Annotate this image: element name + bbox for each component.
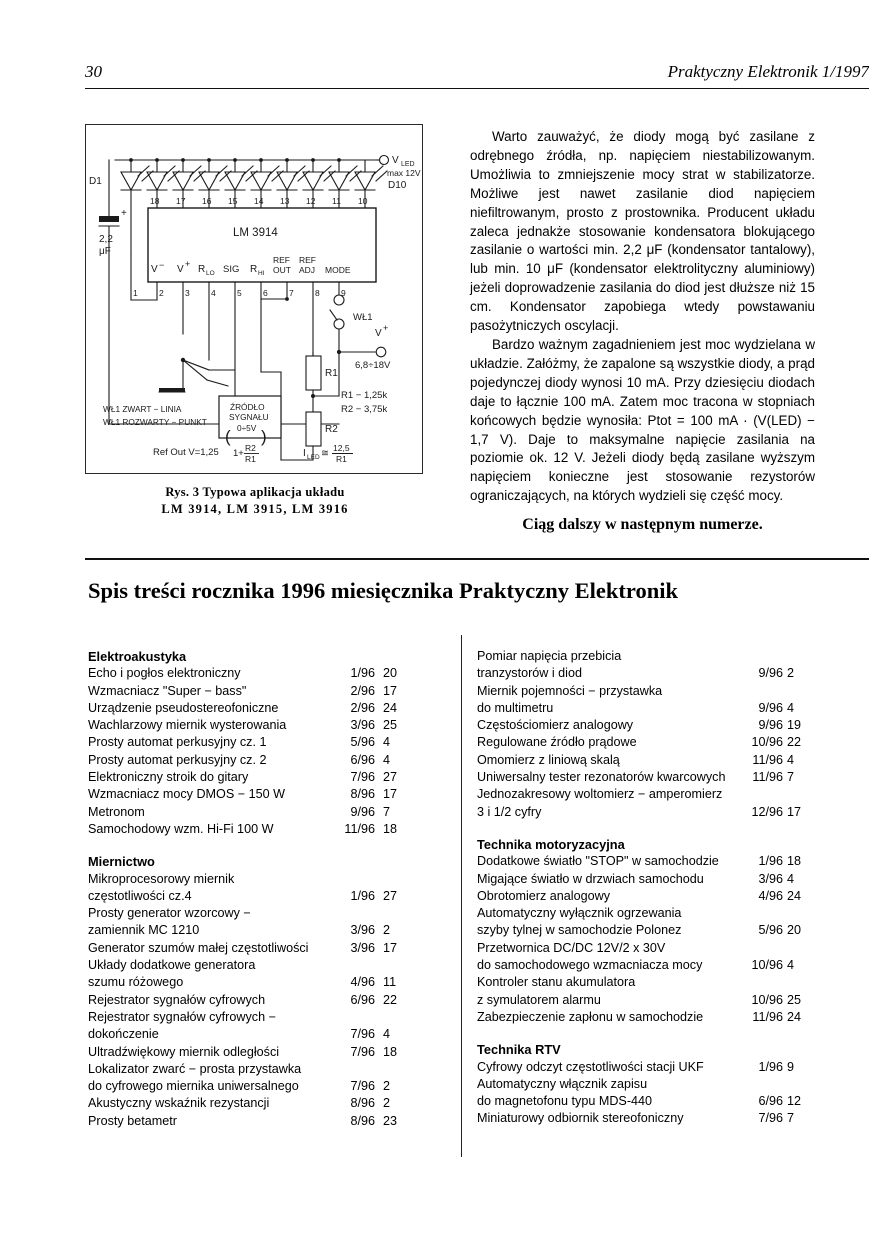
pin-3: 3 [185, 288, 190, 298]
toc-right-column [477, 648, 863, 1128]
toc-entry[interactable] [477, 992, 863, 1009]
toc-entry[interactable] [88, 871, 458, 888]
toc-entry-title: Automatyczny wyłącznik ogrzewania [477, 906, 682, 921]
vled-label: V [392, 155, 399, 166]
switch-label: WŁ1 [353, 312, 373, 323]
pin-14: 14 [254, 196, 264, 206]
toc-entry[interactable] [477, 769, 863, 786]
pin-1: 1 [133, 288, 138, 298]
toc-entry-title: Rejestrator sygnałów cyfrowych [88, 992, 266, 1007]
toc-entry-issue: 10/96 [751, 992, 783, 1007]
toc-entry[interactable] [88, 804, 458, 821]
toc-entry-title: Przetwornica DC/DC 12V/2 x 30V [477, 940, 666, 955]
toc-entry-page: 4 [383, 1027, 391, 1042]
circuit-diagram [85, 124, 423, 474]
toc-entry-issue: 7/96 [758, 1111, 783, 1126]
toc-entry[interactable] [88, 786, 458, 803]
toc-entry[interactable] [88, 752, 458, 769]
toc-entry[interactable] [477, 786, 863, 803]
pin-label-rhi: R [250, 264, 258, 275]
toc-entry[interactable] [88, 905, 458, 922]
source-box-line-2: SYGNAŁU [229, 412, 269, 422]
toc-entry-title: Echo i pogłos elektroniczny [88, 666, 241, 681]
toc-column-divider [461, 635, 462, 1157]
toc-entry-title: Regulowane źródło prądowe [477, 735, 637, 750]
toc-entry[interactable] [88, 1113, 458, 1130]
toc-entry[interactable] [88, 665, 458, 682]
figure-schematic [85, 124, 425, 476]
toc-entry[interactable] [477, 1093, 863, 1110]
toc-entry-title: Samochodowy wzm. Hi-Fi 100 W [88, 821, 274, 836]
toc-entry-issue: 5/96 [758, 923, 783, 938]
header-rule [85, 88, 869, 89]
toc-entry[interactable] [477, 853, 863, 870]
toc-entry[interactable] [88, 1061, 458, 1078]
toc-entry[interactable] [88, 940, 458, 957]
toc-entry-page: 7 [383, 804, 391, 819]
toc-entry[interactable] [477, 871, 863, 888]
toc-entry-issue: 11/96 [752, 1009, 783, 1024]
toc-entry-title: Prosty generator wzorcowy − [88, 906, 251, 921]
pin-label-vminus-sign: − [159, 260, 165, 270]
toc-entry[interactable] [88, 1044, 458, 1061]
toc-entry-title: Migające światło w drzwiach samochodu [477, 871, 704, 886]
toc-entry[interactable] [88, 1026, 458, 1043]
toc-entry-issue: 3/96 [350, 940, 375, 955]
toc-entry-title: Miernik pojemności − przystawka [477, 683, 663, 698]
toc-entry-issue: 4/96 [758, 888, 783, 903]
pin-5: 5 [237, 288, 242, 298]
toc-entry-page: 22 [383, 992, 398, 1007]
toc-entry[interactable] [477, 1076, 863, 1093]
toc-entry-page: 2 [383, 923, 391, 938]
toc-entry-page: 24 [383, 700, 398, 715]
pin-label-sig: SIG [223, 264, 240, 275]
toc-entry-issue: 11/96 [344, 821, 375, 836]
toc-entry-page: 4 [383, 752, 391, 767]
toc-entry-page: 12 [787, 1094, 802, 1109]
pin-15: 15 [228, 196, 238, 206]
toc-entry-page: 9 [787, 1059, 795, 1074]
toc-entry-page: 24 [787, 888, 802, 903]
figure-caption-line-1: Rys. 3 Typowa aplikacja układu [165, 485, 345, 499]
toc-section-heading: Technika motoryzacyjna [477, 836, 625, 852]
toc-entry-page: 17 [383, 940, 398, 955]
toc-entry-title: Uniwersalny tester rezonatorów kwarcowych [477, 770, 726, 785]
pin-10: 10 [358, 196, 368, 206]
toc-entry[interactable] [88, 821, 458, 838]
pin-label-mode: MODE [325, 265, 351, 275]
toc-entry-page: 11 [383, 975, 397, 990]
toc-entry[interactable] [477, 734, 863, 751]
toc-entry-title: Częstościomierz analogowy [477, 718, 634, 733]
toc-entry-issue: 3/96 [350, 718, 375, 733]
pin-label-refadj-2: ADJ [299, 265, 316, 275]
paren-open: ( [225, 427, 231, 446]
toc-entry[interactable] [477, 940, 863, 957]
toc-entry-title: Wzmacniacz "Super − bass" [88, 683, 247, 698]
formula-refout-prefix: Ref Out V=1,25 [153, 447, 219, 458]
source-box-line-3: 0÷5V [237, 423, 257, 433]
toc-entry-title: szumu różowego [88, 975, 184, 990]
pin-4: 4 [211, 288, 216, 298]
toc-entry-page: 4 [787, 958, 795, 973]
cap-unit: μF [99, 246, 111, 257]
pin-17: 17 [176, 196, 186, 206]
toc-entry-issue: 8/96 [350, 787, 375, 802]
toc-entry[interactable] [88, 974, 458, 991]
vplus-range: 6,8÷18V [355, 360, 391, 371]
toc-entry-title: do multimetru [477, 700, 554, 715]
toc-entry-title: Generator szumów małej częstotliwości [88, 940, 309, 955]
pin-label-refadj-1: REF [299, 255, 316, 265]
article-paragraph-2: Bardzo ważnym zagadnieniem jest moc wydzielana w układzie. Załóżmy, że zapalone są wszystkie diody, a prąd pojedynczej diody wynosi 10 mA. Przy dziesięciu diodach daje to łącznie 100 mA. Zatem moc tracona w stopniach końcowych będzie wynosiła: Ptot = 100 mA · (V(LED) − 1,7 V). Daje to maksymalne napięcie zasilania na poziomie ok. 12 V. Jeżeli diody będą zasilane wyższym napięciem konieczne jest stosowanie rezystorów ograniczających, na których wydzieli się część mocy. [470, 336, 815, 504]
toc-entry-issue: 7/96 [350, 1079, 375, 1094]
toc-entry[interactable] [477, 1110, 863, 1127]
toc-entry-issue: 9/96 [758, 700, 783, 715]
toc-entry-page: 4 [787, 752, 795, 767]
led-first-label: D1 [89, 176, 102, 187]
toc-entry-title: Wachlarzowy miernik wysterowania [88, 718, 287, 733]
toc-entry-issue: 10/96 [751, 735, 783, 750]
pin-2: 2 [159, 288, 164, 298]
toc-entry[interactable] [477, 905, 863, 922]
toc-entry[interactable] [88, 734, 458, 751]
toc-entry-title: Mikroprocesorowy miernik [88, 871, 235, 886]
pin-6: 6 [263, 288, 268, 298]
formula-iled-rel: ≅ [321, 448, 329, 459]
vplus-sup: + [383, 323, 389, 333]
note-line-2: WŁ1 ROZWARTY − PUNKT [103, 417, 207, 427]
toc-entry-issue: 2/96 [350, 683, 375, 698]
toc-entry-title: do samochodowego wzmacniacza mocy [477, 958, 703, 973]
toc-entry-page: 20 [383, 666, 398, 681]
pin-label-refout-1: REF [273, 255, 290, 265]
cap-polarity: + [121, 208, 127, 219]
toc-entry-page: 17 [383, 683, 398, 698]
toc-entry[interactable] [477, 700, 863, 717]
toc-entry-issue: 6/96 [350, 992, 375, 1007]
figure-caption [85, 484, 425, 518]
toc-entry-issue: 11/96 [752, 752, 783, 767]
pin-16: 16 [202, 196, 212, 206]
formula-iled-label: I [303, 448, 306, 459]
toc-entry[interactable] [477, 683, 863, 700]
pin-11: 11 [332, 196, 341, 206]
toc-entry-page: 7 [787, 1111, 795, 1126]
toc-entry[interactable] [477, 974, 863, 991]
toc-spacer [477, 821, 863, 836]
toc-entry-title: Rejestrator sygnałów cyfrowych − [88, 1009, 276, 1024]
toc-section-heading: Elektroakustyka [88, 649, 187, 664]
pin-label-rhi-sub: HI [258, 270, 265, 277]
toc-entry-title: Automatyczny włącznik zapisu [477, 1076, 648, 1091]
r2-value: R2 − 3,75k [341, 404, 388, 415]
toc-entry-title: Cyfrowy odczyt częstotliwości stacji UKF [477, 1059, 704, 1074]
toc-entry[interactable] [477, 717, 863, 734]
toc-left-column [88, 648, 458, 1130]
pin-label-vminus: V [151, 264, 158, 275]
section-divider-rule [85, 558, 869, 560]
publication-title: Praktyczny Elektronik 1/1997 [667, 62, 869, 81]
toc-entry-title: Pomiar napięcia przebicia [477, 649, 622, 663]
toc-entry-page: 23 [383, 1113, 398, 1128]
toc-entry-title: Urządzenie pseudostereofoniczne [88, 700, 279, 715]
pin-label-rlo-sub: LO [206, 270, 215, 277]
toc-entry-page: 17 [787, 804, 802, 819]
toc-entry-title: Elektroniczny stroik do gitary [88, 770, 249, 785]
toc-entry-page: 4 [383, 735, 391, 750]
pin-label-vplus-sign: + [185, 259, 191, 269]
toc-entry[interactable] [88, 992, 458, 1009]
formula-iled-num: 12,5 [333, 443, 350, 453]
toc-entry-title: częstotliwości cz.4 [88, 888, 192, 903]
toc-entry-page: 22 [787, 735, 802, 750]
toc-entry[interactable] [88, 769, 458, 786]
toc-spacer [88, 838, 458, 853]
pin-label-vplus: V [177, 264, 184, 275]
toc-entry-issue: 7/96 [350, 1027, 375, 1042]
pin-13: 13 [280, 196, 290, 206]
toc-entry-title: do cyfrowego miernika uniwersalnego [88, 1079, 299, 1094]
toc-entry-page: 24 [787, 1009, 802, 1024]
toc-entry[interactable] [477, 752, 863, 769]
toc-entry-page: 7 [787, 770, 795, 785]
vled-max-label: max 12V [387, 168, 421, 178]
note-line-1: WŁ1 ZWART − LINIA [103, 404, 182, 414]
toc-entry[interactable] [88, 717, 458, 734]
toc-entry-page: 18 [383, 1044, 398, 1059]
toc-entry-issue: 7/96 [350, 1044, 375, 1059]
toc-entry[interactable] [88, 1078, 458, 1095]
toc-entry-issue: 9/96 [758, 718, 783, 733]
toc-entry-page: 25 [787, 992, 802, 1007]
toc-entry[interactable] [88, 1009, 458, 1026]
toc-entry-title: Jednozakresowy woltomierz − amperomierz [477, 787, 723, 802]
toc-entry-title: Obrotomierz analogowy [477, 888, 610, 903]
toc-entry-page: 27 [383, 888, 398, 903]
article-body [470, 128, 815, 506]
toc-entry-title: dokończenie [88, 1027, 159, 1042]
vplus-label: V [375, 328, 382, 339]
toc-entry-title: 3 i 1/2 cyfry [477, 804, 542, 819]
toc-entry-issue: 10/96 [751, 958, 783, 973]
toc-entry-page: 18 [787, 854, 802, 869]
vled-sub: LED [401, 161, 415, 168]
toc-entry-page: 18 [383, 821, 398, 836]
toc-entry-page: 25 [383, 718, 398, 733]
toc-entry-page: 2 [383, 1079, 391, 1094]
formula-refout-num: R2 [245, 443, 256, 453]
article-closing-note: Ciąg dalszy w następnym numerze. [522, 516, 763, 533]
toc-entry-title: Układy dodatkowe generatora [88, 958, 256, 973]
chip-label: LM 3914 [233, 227, 278, 239]
toc-entry-page: 17 [383, 787, 398, 802]
toc-entry-title: Prosty automat perkusyjny cz. 1 [88, 735, 267, 750]
toc-entry-page: 2 [383, 1096, 391, 1111]
toc-entry[interactable] [477, 1009, 863, 1026]
toc-entry-issue: 3/96 [758, 871, 783, 886]
toc-entry-page: 27 [383, 770, 398, 785]
toc-entry-title: Omomierz z liniową skalą [477, 752, 620, 767]
toc-entry-issue: 12/96 [751, 804, 783, 819]
pin-label-rlo: R [198, 264, 206, 275]
toc-entry-issue: 1/96 [350, 666, 375, 681]
r1-label: R1 [325, 368, 338, 379]
toc-entry[interactable] [477, 648, 863, 665]
toc-entry-title: Zabezpieczenie zapłonu w samochodzie [477, 1009, 704, 1024]
formula-refout-den: R1 [245, 454, 256, 464]
toc-entry-issue: 3/96 [350, 923, 375, 938]
toc-spacer [477, 1026, 863, 1041]
pin-9: 9 [341, 288, 346, 298]
toc-section-heading: Technika RTV [477, 1042, 561, 1058]
formula-refout-inner: 1+ [233, 448, 244, 459]
formula-iled-den: R1 [336, 454, 347, 464]
toc-entry-page: 4 [787, 700, 795, 715]
article-paragraph-1: Warto zauważyć, że diody mogą być zasilane z odrębnego źródła, np. napięciem niestabilizowanym. Umożliwia to zmniejszenie mocy strat w stabilizatorze. Możliwe jest nawet zasilanie diod napięciem niefiltrowanym, prosto z prostownika. Producent układu zaleca jednakże stosowanie kondensatora blokującego zasilanie o wartości min. 2,2 μF (kondensator tantalowy), lub min. 10 μF (kondensator elektrolityczny aluminiowy) jeżeli doprowadzenie zasilania do diod jest dłuższe niż 15 cm. Kondensator zapobiega wtedy powstawaniu pasożytniczych oscylacji. [470, 129, 815, 334]
toc-entry-title: zamiennik MC 1210 [88, 923, 200, 938]
toc-entry-title: Wzmacniacz mocy DMOS − 150 W [88, 787, 285, 802]
toc-entry-page: 20 [787, 923, 802, 938]
figure-caption-line-2: LM 3914, LM 3915, LM 3916 [161, 502, 349, 516]
toc-entry[interactable] [88, 922, 458, 939]
toc-entry-issue: 2/96 [350, 700, 375, 715]
toc-entry-title: Prosty automat perkusyjny cz. 2 [88, 752, 267, 767]
toc-entry[interactable] [477, 922, 863, 939]
toc-entry[interactable] [477, 957, 863, 974]
toc-entry[interactable] [88, 700, 458, 717]
toc-entry-issue: 1/96 [350, 888, 375, 903]
paren-close: ) [261, 427, 267, 446]
toc-entry-title: Dodatkowe światło "STOP" w samochodzie [477, 854, 719, 869]
r2-label: R2 [325, 424, 338, 435]
pin-7: 7 [289, 288, 294, 298]
toc-entry-page: 4 [787, 871, 795, 886]
toc-entry-issue: 1/96 [758, 1059, 783, 1074]
led-last-label: D10 [388, 180, 407, 191]
toc-entry-title: z symulatorem alarmu [477, 992, 601, 1007]
toc-entry-title: Ultradźwiękowy miernik odległości [88, 1044, 280, 1059]
toc-entry-issue: 8/96 [350, 1113, 375, 1128]
toc-entry-title: tranzystorów i diod [477, 666, 582, 681]
page-header [85, 62, 869, 98]
toc-entry-title: Metronom [88, 804, 145, 819]
toc-entry[interactable] [477, 1059, 863, 1076]
toc-entry-title: Prosty betametr [88, 1113, 177, 1128]
toc-entry-issue: 9/96 [350, 804, 375, 819]
page-number: 30 [85, 62, 102, 81]
pin-18: 18 [150, 196, 160, 206]
toc-entry-issue: 1/96 [758, 854, 783, 869]
toc-section-heading: Miernictwo [88, 854, 155, 870]
toc-entry[interactable] [477, 665, 863, 682]
toc-entry-page: 2 [787, 666, 795, 681]
toc-entry-title: Kontroler stanu akumulatora [477, 975, 636, 990]
toc-entry[interactable] [88, 888, 458, 905]
toc-entry-title: Miniaturowy odbiornik stereofoniczny [477, 1111, 684, 1126]
toc-entry-issue: 11/96 [752, 770, 783, 785]
toc-entry-issue: 6/96 [758, 1094, 783, 1109]
toc-entry-title: Lokalizator zwarć − prosta przystawka [88, 1061, 302, 1076]
toc-entry[interactable] [88, 957, 458, 974]
toc-entry-issue: 5/96 [350, 735, 375, 750]
toc-entry-title: Akustyczny wskaźnik rezystancji [88, 1096, 270, 1111]
r1-value: R1 − 1,25k [341, 390, 388, 401]
toc-entry-issue: 7/96 [350, 770, 375, 785]
toc-entry-issue: 4/96 [350, 975, 375, 990]
toc-entry-page: 19 [787, 718, 802, 733]
pin-8: 8 [315, 288, 320, 298]
toc-entry[interactable] [88, 1095, 458, 1112]
toc-entry-title: do magnetofonu typu MDS-440 [477, 1094, 653, 1109]
toc-entry[interactable] [88, 683, 458, 700]
source-box-line-1: ŹRÓDŁO [230, 402, 265, 412]
toc-entry[interactable] [477, 888, 863, 905]
cap-value: 2,2 [99, 234, 113, 245]
toc-entry-issue: 6/96 [350, 752, 375, 767]
formula-iled-sub: LED [307, 454, 320, 461]
toc-entry-issue: 8/96 [350, 1096, 375, 1111]
pin-label-refout-2: OUT [273, 265, 291, 275]
toc-entry-title: szyby tylnej w samochodzie Polonez [477, 923, 682, 938]
pin-12: 12 [306, 196, 316, 206]
toc-title: Spis treści rocznika 1996 miesięcznika Praktyczny Elektronik [88, 578, 678, 603]
toc-entry-issue: 9/96 [758, 666, 783, 681]
toc-entry[interactable] [477, 804, 863, 821]
